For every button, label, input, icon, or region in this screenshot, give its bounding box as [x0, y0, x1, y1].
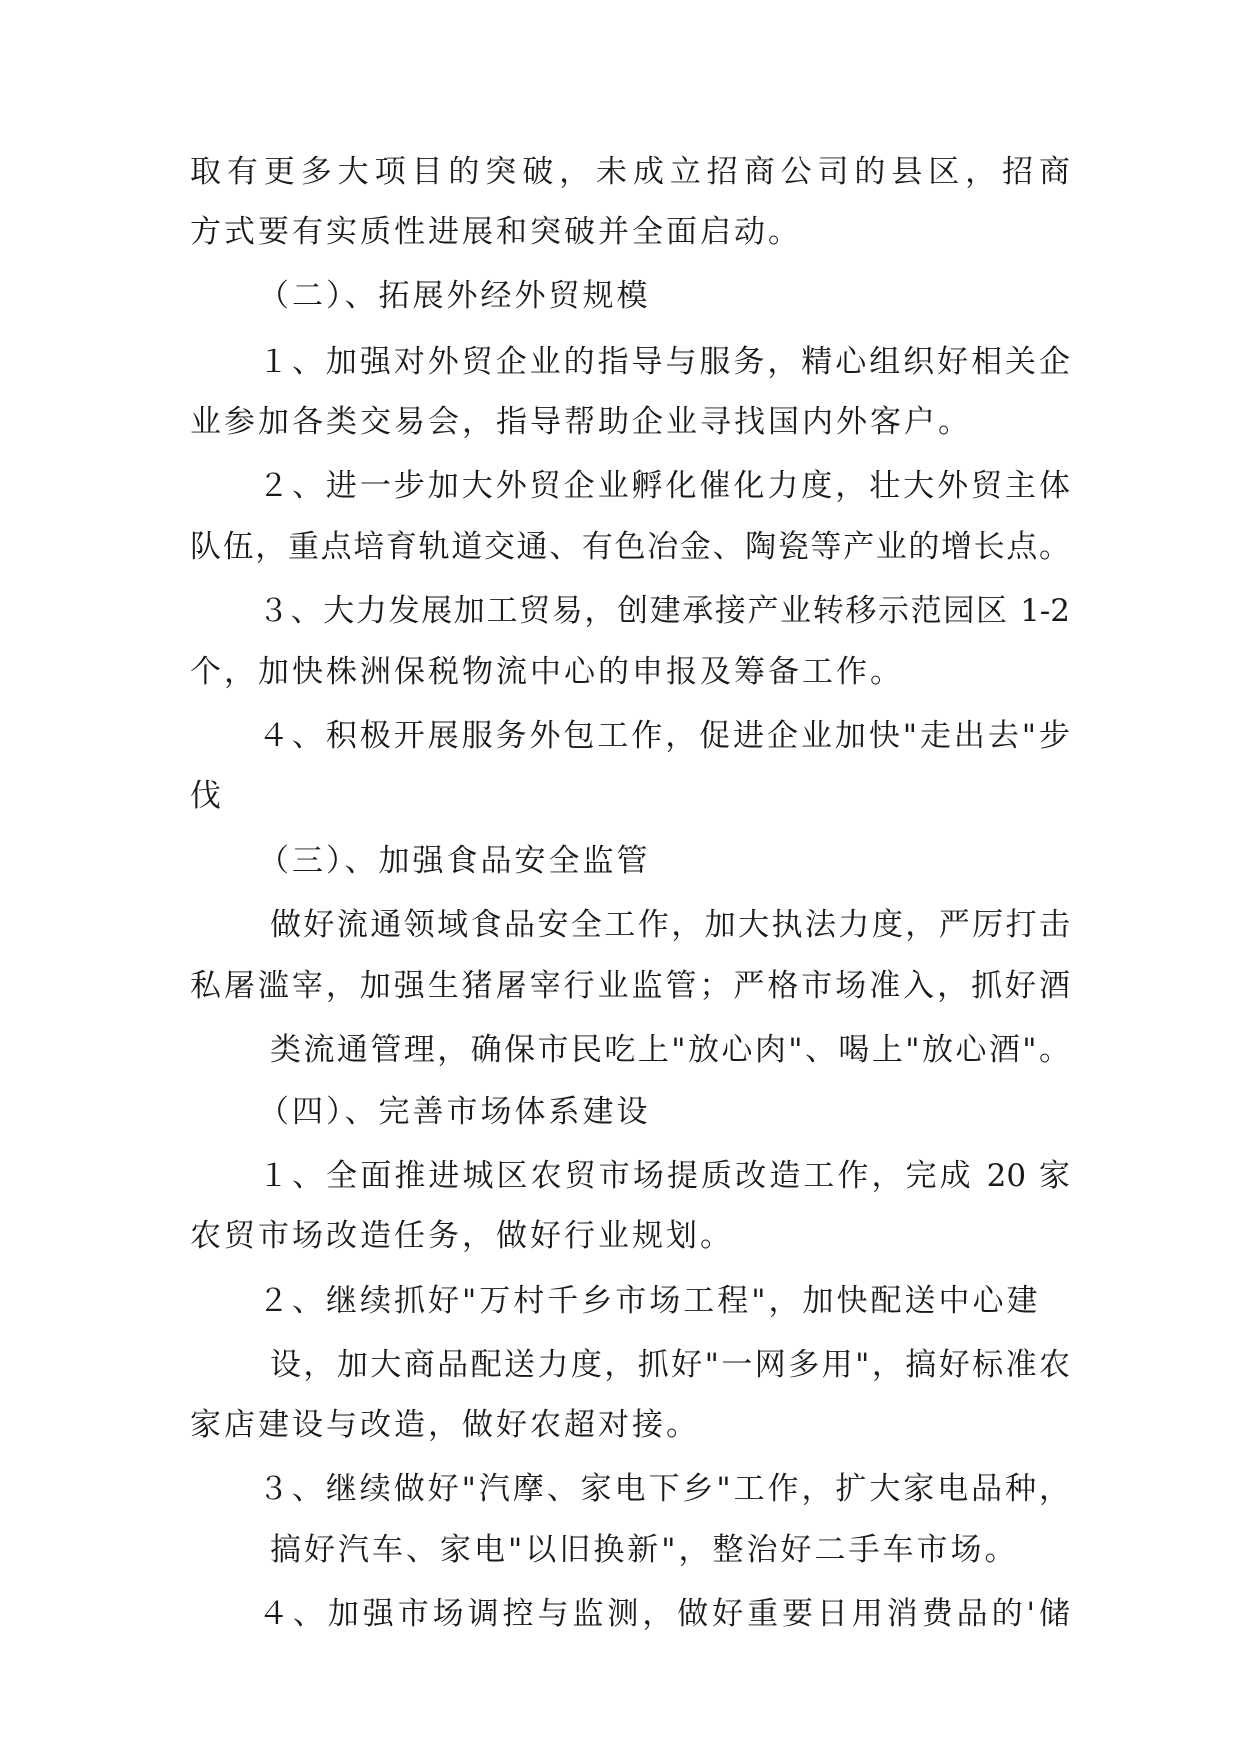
section-heading: （二）、拓展外经外贸规模 [258, 278, 651, 314]
text-line: ２、继续抓好"万村千乡市场工程"，加快配送中心建 [258, 1283, 1041, 1319]
text-line: 个，加快株洲保税物流中心的申报及筹备工作。 [190, 654, 904, 690]
text-line: １、全面推进城区农贸市场提质改造工作，完成 20 家 [258, 1158, 1070, 1194]
text-line: 队伍，重点培育轨道交通、有色冶金、陶瓷等产业的增长点。 [190, 529, 1070, 565]
text-line: 取有更多大项目的突破，未成立招商公司的县区，招商 [190, 154, 1070, 190]
text-line: 类流通管理，确保市民吃上"放心肉"、喝上"放心酒"。 [270, 1032, 1070, 1068]
text-line: 方式要有实质性进展和突破并全面启动。 [190, 214, 802, 250]
text-line: 农贸市场改造任务，做好行业规划。 [190, 1218, 734, 1254]
text-line: ３、继续做好"汽摩、家电下乡"工作，扩大家电品种， [258, 1471, 1070, 1507]
text-line: 设，加大商品配送力度，抓好"一网多用"，搞好标准农 [270, 1347, 1070, 1383]
text-line: 家店建设与改造，做好农超对接。 [190, 1407, 700, 1443]
text-line: 做好流通领域食品安全工作，加大执法力度，严厉打击 [270, 907, 1070, 943]
text-line: 业参加各类交易会，指导帮助企业寻找国内外客户。 [190, 404, 972, 440]
text-line: 伐 [190, 778, 224, 814]
text-line: ４、积极开展服务外包工作，促进企业加快"走出去"步 [258, 718, 1070, 754]
text-line: ４、加强市场调控与监测，做好重要日用消费品的'储 [258, 1596, 1070, 1632]
text-line: １、加强对外贸企业的指导与服务，精心组织好相关企 [258, 344, 1070, 380]
text-line: 私屠滥宰，加强生猪屠宰行业监管；严格市场准入，抓好酒 [190, 968, 1070, 1004]
text-line: 搞好汽车、家电"以旧换新"，整治好二手车市场。 [270, 1532, 1019, 1568]
section-heading: （三）、加强食品安全监管 [258, 843, 651, 879]
text-line: ３、大力发展加工贸易，创建承接产业转移示范园区 1-2 [258, 593, 1070, 629]
text-line: ２、进一步加大外贸企业孵化催化力度，壮大外贸主体 [258, 468, 1070, 504]
section-heading: （四）、完善市场体系建设 [258, 1094, 651, 1130]
